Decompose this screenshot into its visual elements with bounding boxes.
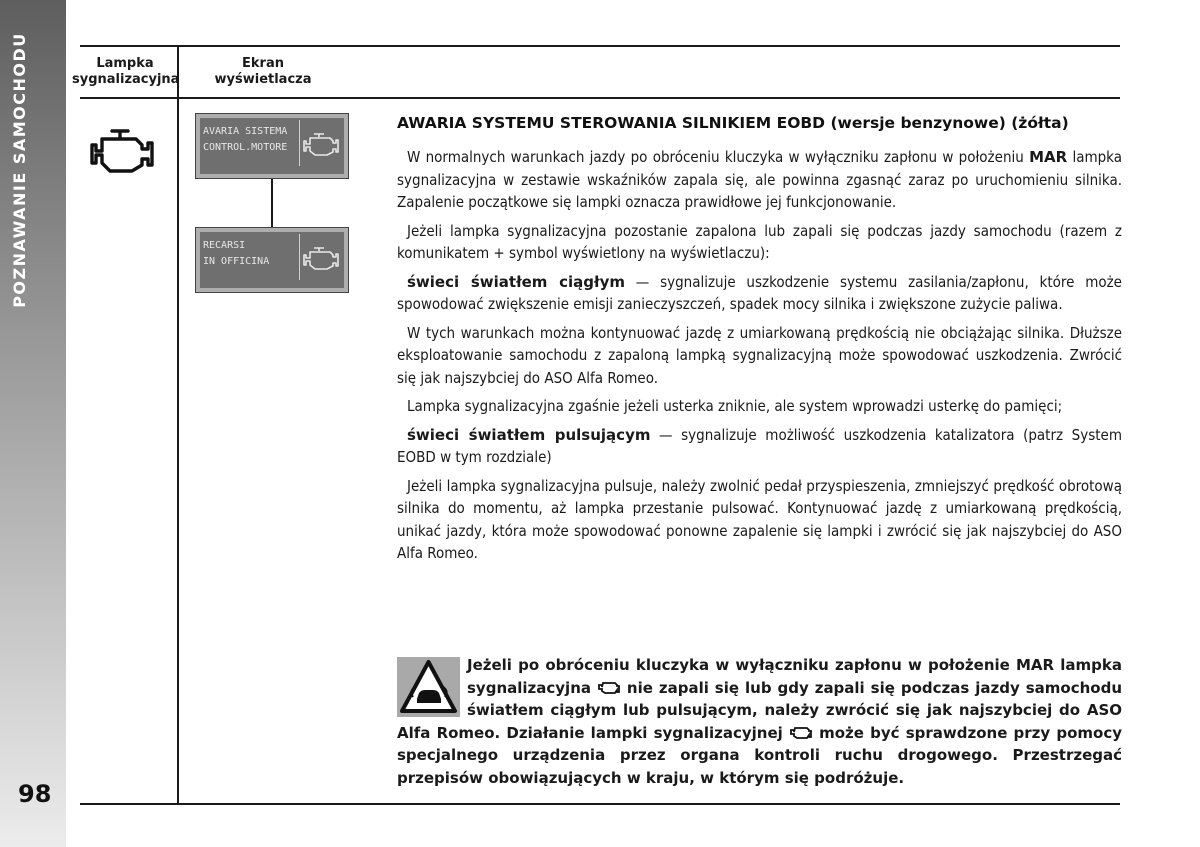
engine-check-icon [299, 120, 342, 166]
table-header-rule [80, 97, 1120, 99]
engine-check-icon [597, 679, 621, 693]
table-column-divider [177, 45, 179, 805]
section-body [397, 146, 1122, 571]
engine-check-icon [789, 724, 813, 738]
engine-check-icon [299, 234, 342, 280]
display-text: AVARIA SISTEMA CONTROL.MOTORE [203, 126, 288, 153]
section-title: AWARIA SYSTEMU STEROWANIA SILNIKIEM EOBD (wersje benzynowe) (żółta) [397, 114, 1069, 132]
display-panel [200, 118, 344, 174]
display-text: RECARSI IN OFFICINA [203, 240, 270, 267]
paragraph: W tych warunkach można kontynuować jazdę z umiarkowaną prędkością nie obciążając silnika. Dłuższe eksploatowanie samochodu z zapaloną lampką sygnalizacyjną może spowodować uszkodzenia. Zwrócić się jak najszybciej do ASO Alfa Romeo. [397, 323, 1122, 387]
display-connector [271, 179, 273, 227]
paragraph: W normalnych warunkach jazdy po obróceniu kluczyka w wyłączniku zapłonu w położeniu MAR lampka sygnalizacyjna w zestawie wskaźników zapala się, ale powinna zgasnąć zaraz po uruchomieniu silnika. Zapalenie początkowe się lampki oznacza prawidłowe jej funkcjonowanie. [397, 148, 1122, 211]
table-bottom-rule [80, 803, 1120, 805]
paragraph: świeci światłem pulsującym — sygnalizuje możliwość uszkodzenia katalizatora (patrz System EOBD w tym rozdziale) [397, 425, 1122, 466]
warning-text: Jeżeli po obróceniu kluczyka w wyłączniku zapłonu w położenie MAR lampka sygnalizacyjna nie zapali się lub gdy zapali się podczas jazdy samochodu światłem ciągłym lub pulsującym, należy zwrócić się jak najszybciej do ASO Alfa Romeo. Działanie lampki sygnalizacyjnej może być sprawdzone przy pomocy specjalnego urządzenia przez organa kontroli ruchu drogowego. Przestrzegać przepisów obowiązujących w kraju, w którym się podróżuje. [397, 656, 1122, 787]
header-warning-lamp: Lampka sygnalizacyjna [72, 56, 180, 87]
page-number: 98 [18, 780, 52, 808]
header-display-screen: Ekran wyświetlacza [214, 56, 312, 87]
display-screen-1 [195, 113, 349, 179]
paragraph: świeci światłem ciągłym — sygnalizuje uszkodzenie systemu zasilania/zapłonu, które może spowodować zwiększenie emisji zanieczyszczeń, spadek mocy silnika i zwiększone zużycie paliwa. [397, 272, 1122, 313]
display-screen-2 [195, 227, 349, 293]
engine-check-icon [88, 125, 156, 175]
paragraph: Jeżeli lampka sygnalizacyjna pulsuje, należy zwolnić pedał przyspieszenia, zmniejszyć prędkość obrotową silnika do momentu, aż lampka przestanie pulsować. Kontynuować jazdę z umiarkowaną prędkością, unikać jazdy, która może spowodować ponowne zapalenie się lampki i zwrócić się jak najszybciej do ASO Alfa Romeo. [397, 476, 1122, 562]
display-panel [200, 232, 344, 288]
section-label: POZNAWANIE SAMOCHODU [10, 32, 29, 308]
table-top-rule [80, 45, 1120, 47]
paragraph: Jeżeli lampka sygnalizacyjna pozostanie zapalona lub zapali się podczas jazdy samochodu (razem z komunikatem + symbol wyświetlony na wyświetlaczu): [397, 221, 1122, 262]
paragraph: Lampka sygnalizacyjna zgaśnie jeżeli usterka zniknie, ale system wprowadzi usterkę do pamięci; [407, 397, 1063, 415]
